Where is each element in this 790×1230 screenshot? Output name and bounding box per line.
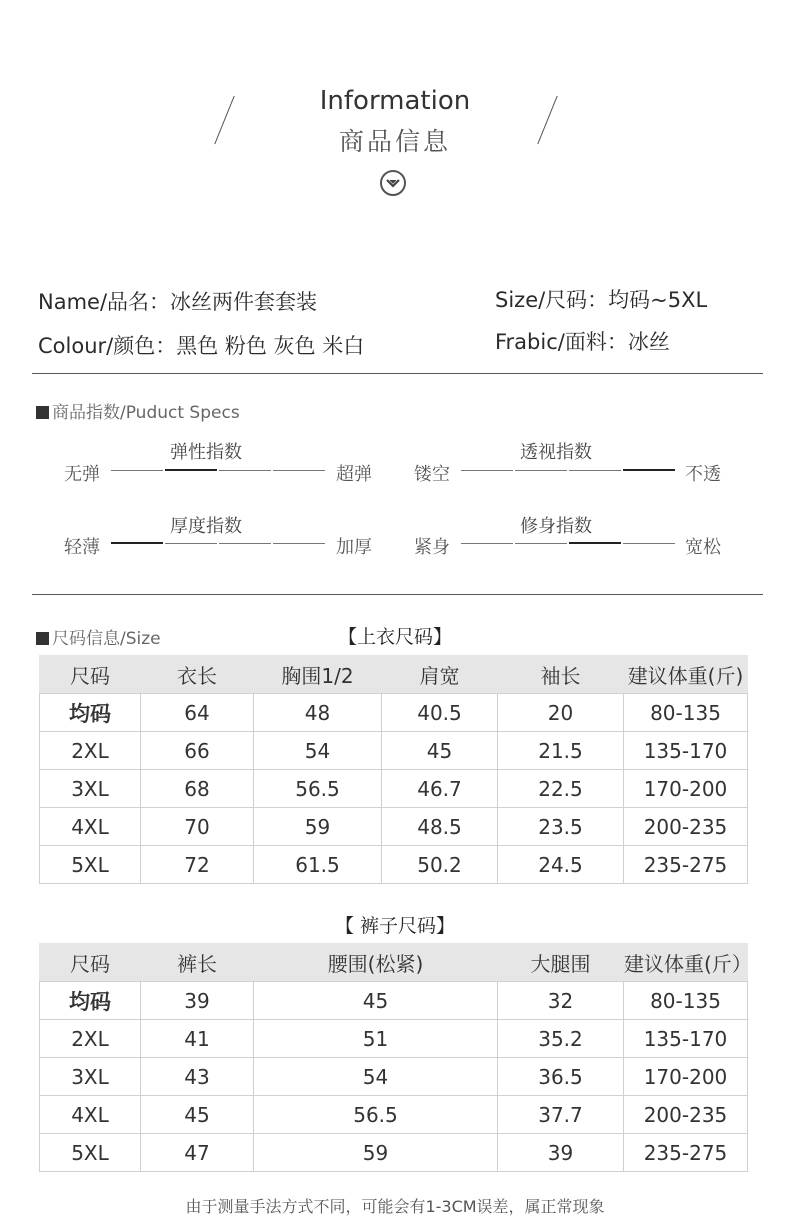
size-cell: 3XL — [40, 770, 141, 808]
table-cell: 170-200 — [624, 770, 748, 808]
spec-scale-segment — [219, 470, 271, 471]
specs-section-label — [36, 398, 240, 423]
spec-right-label: 超弹 — [336, 464, 372, 485]
table-cell: 135-170 — [624, 732, 748, 770]
column-header: 袖长 — [498, 656, 624, 694]
table-cell: 43 — [141, 1058, 254, 1096]
table-cell: 39 — [141, 982, 254, 1020]
spec-right-label: 宽松 — [685, 537, 721, 558]
spec-left-label: 轻薄 — [64, 537, 100, 558]
table-cell: 200-235 — [624, 808, 748, 846]
table-row — [40, 694, 748, 732]
column-header: 衣长 — [141, 656, 254, 694]
table-cell: 39 — [498, 1134, 624, 1172]
table-cell: 61.5 — [254, 846, 382, 884]
spec-scale-segment — [461, 543, 513, 544]
table-cell: 21.5 — [498, 732, 624, 770]
size-cell: 4XL — [40, 808, 141, 846]
spec-scale-segment — [515, 543, 567, 544]
table-cell: 40.5 — [382, 694, 498, 732]
chevron-down-circle-icon — [380, 170, 406, 196]
divider-top — [32, 373, 763, 374]
table-row — [40, 1134, 748, 1172]
top-table-title: 【上衣尺码】 — [337, 626, 452, 648]
spec-scale-segment — [623, 543, 675, 544]
table-row — [40, 808, 748, 846]
table-cell: 68 — [141, 770, 254, 808]
table-row — [40, 846, 748, 884]
table-cell: 72 — [141, 846, 254, 884]
size-cell: 4XL — [40, 1096, 141, 1134]
column-header: 大腿围 — [498, 944, 624, 982]
spec-scale-segment — [165, 543, 217, 544]
column-header: 胸围1/2 — [254, 656, 382, 694]
table-cell: 36.5 — [498, 1058, 624, 1096]
product-colour: Colour/颜色：黑色 粉色 灰色 米白 — [38, 334, 365, 358]
table-cell: 235-275 — [624, 1134, 748, 1172]
product-size: Size/尺码：均码~5XL — [495, 288, 708, 312]
spec-scale-segment — [273, 470, 325, 471]
column-header: 建议体重(斤） — [624, 944, 748, 982]
table-cell: 22.5 — [498, 770, 624, 808]
table-row — [40, 1058, 748, 1096]
table-cell: 41 — [141, 1020, 254, 1058]
spec-level-marker — [165, 469, 217, 471]
table-cell: 54 — [254, 732, 382, 770]
table-cell: 64 — [141, 694, 254, 732]
spec-scale-segment — [219, 543, 271, 544]
size-cell: 5XL — [40, 846, 141, 884]
table-cell: 66 — [141, 732, 254, 770]
spec-scale-segment — [273, 543, 325, 544]
column-header: 尺码 — [40, 944, 141, 982]
title-english: Information — [319, 86, 471, 116]
table-cell: 56.5 — [254, 1096, 498, 1134]
size-cell: 2XL — [40, 1020, 141, 1058]
column-header: 尺码 — [40, 656, 141, 694]
product-name: Name/品名：冰丝两件套套装 — [38, 290, 318, 314]
table-cell: 47 — [141, 1134, 254, 1172]
table-cell: 45 — [254, 982, 498, 1020]
spec-title: 厚度指数 — [170, 516, 242, 537]
size-cell: 3XL — [40, 1058, 141, 1096]
table-cell: 20 — [498, 694, 624, 732]
column-header: 腰围(松紧) — [254, 944, 498, 982]
pants-table-title: 【 裤子尺码】 — [334, 915, 456, 937]
size-cell: 均码 — [40, 982, 141, 1020]
table-cell: 51 — [254, 1020, 498, 1058]
spec-level-marker — [623, 469, 675, 471]
spec-scale-segment — [461, 470, 513, 471]
table-cell: 24.5 — [498, 846, 624, 884]
size-cell: 2XL — [40, 732, 141, 770]
table-cell: 45 — [382, 732, 498, 770]
table-cell: 45 — [141, 1096, 254, 1134]
table-cell: 70 — [141, 808, 254, 846]
table-cell: 235-275 — [624, 846, 748, 884]
table-row — [40, 770, 748, 808]
table-cell: 80-135 — [624, 982, 748, 1020]
spec-level-marker — [111, 542, 163, 544]
size-cell: 均码 — [40, 694, 141, 732]
spec-scale-segment — [515, 470, 567, 471]
divider-middle — [32, 594, 763, 595]
spec-level-marker — [569, 542, 621, 544]
table-row — [40, 982, 748, 1020]
table-cell: 170-200 — [624, 1058, 748, 1096]
table-cell: 23.5 — [498, 808, 624, 846]
table-cell: 59 — [254, 808, 382, 846]
table-row — [40, 1096, 748, 1134]
product-fabric: Frabic/面料：冰丝 — [495, 330, 670, 354]
spec-right-label: 不透 — [685, 464, 721, 485]
spec-left-label: 无弹 — [64, 464, 100, 485]
table-row — [40, 732, 748, 770]
specs-label-text: 商品指数/Puduct Specs — [52, 403, 240, 423]
table-header-row — [40, 656, 748, 694]
spec-left-label: 镂空 — [414, 464, 450, 485]
table-row — [40, 1020, 748, 1058]
table-cell: 48 — [254, 694, 382, 732]
spec-scale-segment — [569, 470, 621, 471]
table-cell: 46.7 — [382, 770, 498, 808]
size-label-text: 尺码信息/Size — [52, 629, 161, 649]
spec-title: 弹性指数 — [170, 442, 242, 463]
pants-size-table — [39, 943, 752, 1172]
top-size-table — [39, 655, 748, 884]
spec-scale-segment — [111, 470, 163, 471]
size-cell: 5XL — [40, 1134, 141, 1172]
column-header: 肩宽 — [382, 656, 498, 694]
table-cell: 35.2 — [498, 1020, 624, 1058]
table-cell: 200-235 — [624, 1096, 748, 1134]
spec-right-label: 加厚 — [336, 537, 372, 558]
spec-left-label: 紧身 — [414, 537, 450, 558]
table-cell: 37.7 — [498, 1096, 624, 1134]
measurement-footnote: 由于测量手法方式不同，可能会有1-3CM误差，属正常现象 — [185, 1197, 605, 1216]
column-header: 裤长 — [141, 944, 254, 982]
title-chinese: 商品信息 — [338, 127, 451, 156]
table-cell: 50.2 — [382, 846, 498, 884]
table-cell: 54 — [254, 1058, 498, 1096]
column-header: 建议体重(斤) — [624, 656, 748, 694]
spec-title: 修身指数 — [520, 516, 592, 537]
table-cell: 32 — [498, 982, 624, 1020]
table-cell: 56.5 — [254, 770, 382, 808]
table-cell: 135-170 — [624, 1020, 748, 1058]
square-bullet-icon — [36, 406, 49, 419]
spec-title: 透视指数 — [520, 442, 592, 463]
table-cell: 59 — [254, 1134, 498, 1172]
table-cell: 48.5 — [382, 808, 498, 846]
table-header-row — [40, 944, 748, 982]
table-cell: 80-135 — [624, 694, 748, 732]
